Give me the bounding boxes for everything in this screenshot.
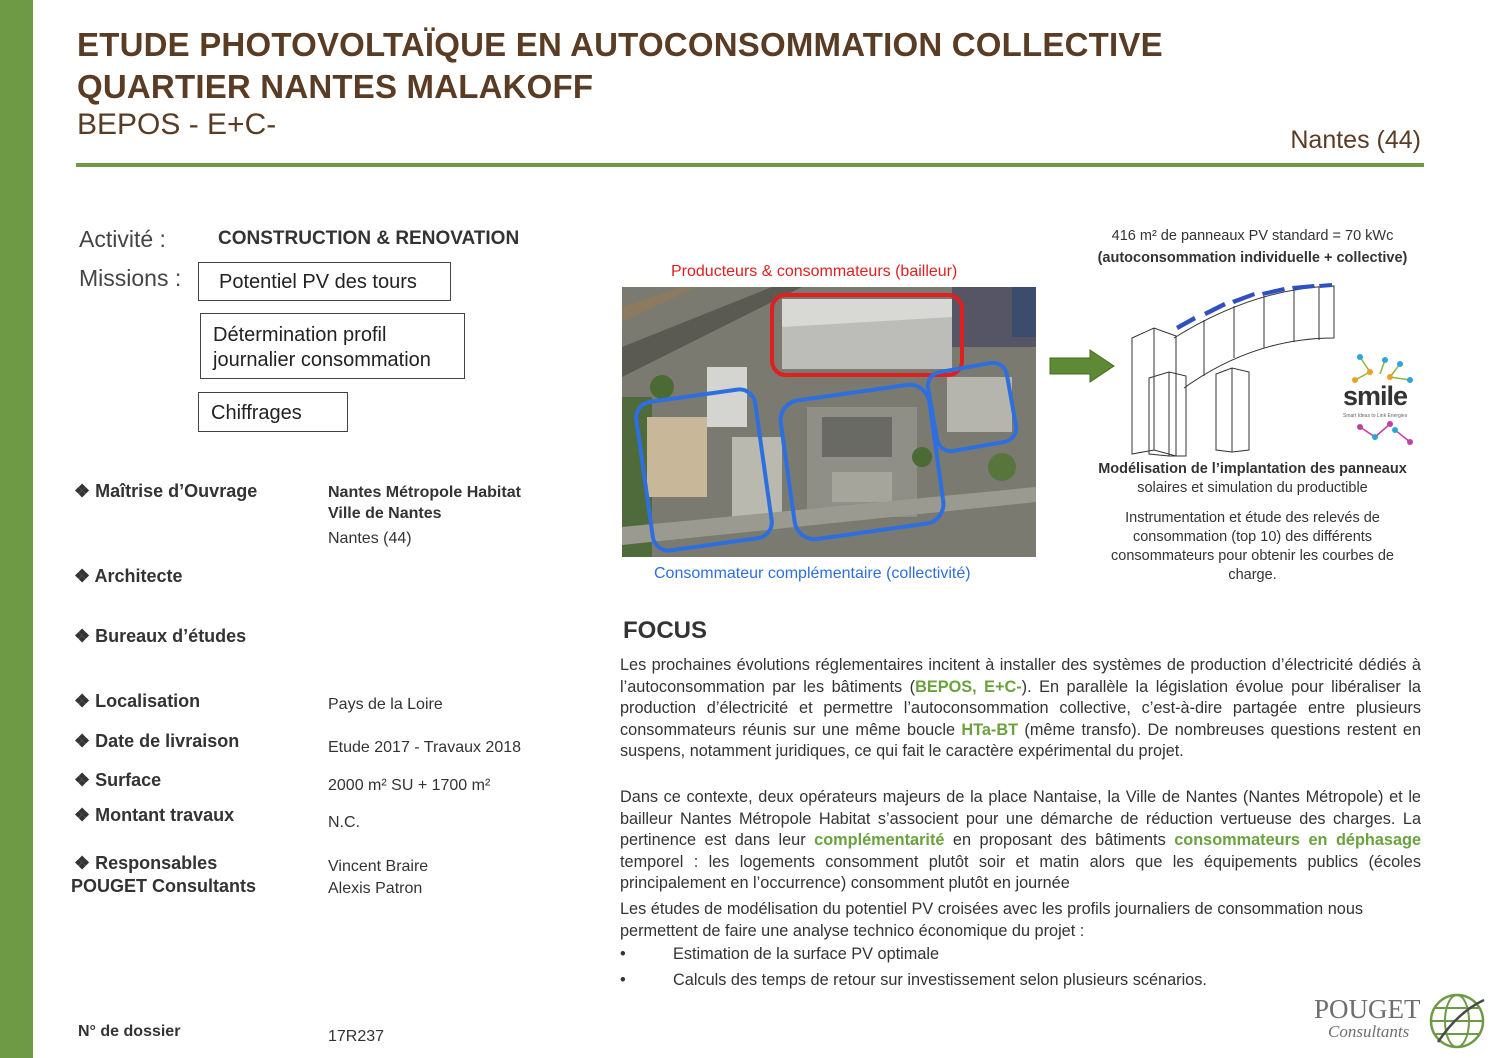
responsable-1: Vincent Braire	[328, 858, 429, 875]
date-value: Etude 2017 - Travaux 2018	[328, 739, 522, 756]
montant-value: N.C.	[328, 814, 360, 831]
bureaux-label: Bureaux d’études	[95, 626, 247, 646]
title-line-1: ETUDE PHOTOVOLTAÏQUE EN AUTOCONSOMMATION COLLECTIVE	[77, 26, 1163, 63]
dossier-label: N° de dossier	[78, 1023, 181, 1040]
bureaux-item	[74, 626, 246, 647]
diamond-bullet-icon: ❖	[74, 626, 91, 646]
activity-value: CONSTRUCTION & RENOVATION	[218, 228, 520, 249]
mission-pv-text: Potentiel PV des tours	[219, 271, 417, 293]
instr-line-3: consommateurs pour obtenir les courbes de	[1111, 548, 1394, 564]
model-line-1: Modélisation de l’implantation des panneaux	[1098, 461, 1407, 477]
aerial-photo-illustration	[622, 287, 1036, 557]
p1-text-c: (même transfo). De nombreuses questions restent en suspens, notamment juridiques, ce qui fait le caractère expérimental du projet.	[620, 720, 1421, 760]
bullet-2-text: Calculs des temps de retour sur investissement selon plusieurs scénarios.	[673, 971, 1207, 989]
p2-highlight-complementarite: complémentarité	[814, 831, 945, 849]
smile-wordmark: smile	[1343, 381, 1408, 411]
diamond-bullet-icon: ❖	[74, 691, 91, 711]
focus-paragraph-3: Les études de modélisation du potentiel PV croisées avec les profils journaliers de consommation nous permettent de faire une analyse technico économique du projet :	[620, 900, 1364, 940]
localisation-label: Localisation	[95, 691, 201, 711]
diamond-bullet-icon: ❖	[74, 566, 91, 586]
p1-text-a: Les prochaines évolutions réglementaires incitent à installer des systèmes de production d’électricité dédiés à l’autoconsommation par les bâtiments (	[620, 656, 1421, 696]
bullet-2-marker: •	[620, 971, 626, 989]
focus-title: FOCUS	[623, 617, 707, 644]
moa-value-3: Nantes (44)	[328, 530, 412, 547]
p2-text-b: en proposant des bâtiments	[944, 831, 1175, 849]
architecte-item	[74, 566, 183, 587]
diamond-bullet-icon: ❖	[74, 731, 91, 751]
focus-paragraph-1	[620, 655, 1421, 763]
date-item	[74, 731, 239, 752]
caption-producers: Producteurs & consommateurs (bailleur)	[671, 263, 958, 280]
missions-label: Missions :	[79, 265, 182, 291]
p1-highlight-bepos: BEPOS, E+C-	[915, 677, 1022, 696]
bullet-1-marker: •	[620, 945, 626, 963]
pv-model-illustration	[1124, 278, 1339, 458]
diamond-bullet-icon: ❖	[74, 853, 91, 873]
instr-line-4: charge.	[1228, 567, 1277, 583]
dossier-value: 17R237	[328, 1028, 385, 1045]
aerial-photo	[622, 287, 1036, 557]
pouget-wordmark: POUGET	[1314, 994, 1421, 1024]
instrumentation-text	[1060, 509, 1445, 585]
mission-chiffrages-text: Chiffrages	[211, 402, 302, 424]
smile-tagline: Smart Ideas to Link Energies	[1343, 413, 1408, 419]
pv-line-1: 416 m² de panneaux PV standard = 70 kWc	[1111, 228, 1394, 244]
activity-label: Activité :	[79, 226, 166, 252]
localisation-value: Pays de la Loire	[328, 696, 443, 713]
p2-text-c: temporel : les logements consomment plutôt soir et matin alors que les équipements publics (écoles principalement en l’occurrence) consomment plutôt en journée	[620, 852, 1421, 892]
moa-label: Maîtrise d’Ouvrage	[95, 481, 258, 501]
surface-item	[74, 770, 161, 791]
arrow-right-icon	[1048, 348, 1116, 384]
surface-value: 2000 m² SU + 1700 m²	[328, 777, 491, 794]
pouget-tagline: Consultants	[1328, 1022, 1410, 1041]
montant-label: Montant travaux	[95, 805, 235, 825]
model-line-2: solaires et simulation du productible	[1137, 480, 1368, 496]
mission-profil-line2: journalier consommation	[213, 349, 431, 371]
responsables-label-2: POUGET Consultants	[71, 876, 257, 896]
smile-logo	[1340, 352, 1424, 448]
header-divider	[76, 163, 1424, 167]
bullet-1-text: Estimation de la surface PV optimale	[673, 945, 940, 963]
focus-paragraph-2	[620, 787, 1421, 895]
title-line-2: QUARTIER NANTES MALAKOFF	[77, 68, 594, 105]
localisation-item	[74, 691, 200, 712]
pv-line-2: (autoconsommation individuelle + collective)	[1097, 250, 1408, 266]
moa-values	[328, 482, 521, 550]
mission-box-chiffrages	[198, 392, 348, 432]
diamond-bullet-icon: ❖	[74, 770, 91, 790]
montant-item	[74, 805, 234, 826]
responsables-label: Responsables	[95, 853, 218, 873]
responsable-2: Alexis Patron	[328, 880, 423, 897]
diamond-bullet-icon: ❖	[74, 805, 91, 825]
p1-text-b: ). En parallèle la législation évolue pour libéraliser la production d’électricité et permettre l’autoconsommation collective, c’est-à-dire partagée entre plusieurs consommateurs réunis sur une même boucle	[620, 677, 1421, 739]
moa-value-1: Nantes Métropole Habitat	[328, 484, 521, 501]
page-title	[77, 24, 1163, 108]
date-label: Date de livraison	[95, 731, 240, 751]
p2-highlight-dephasage: consommateurs en déphasage	[1174, 831, 1422, 849]
caption-consumers: Consommateur complémentaire (collectivité)	[654, 565, 971, 582]
mission-box-pv	[198, 262, 451, 301]
surface-label: Surface	[95, 770, 162, 790]
page-subtitle: BEPOS - E+C-	[77, 108, 277, 141]
architecte-label: Architecte	[94, 566, 183, 586]
sidebar-band	[0, 0, 33, 1058]
header-location: Nantes (44)	[1290, 126, 1421, 154]
moa-item	[74, 481, 257, 502]
p1-highlight-htabt: HTa-BT	[961, 720, 1019, 739]
pouget-logo	[1310, 992, 1490, 1052]
responsables-values	[328, 856, 428, 900]
p2-text-a: Dans ce contexte, deux opérateurs majeurs de la place Nantaise, la Ville de Nantes (Nantes Métropole) et le bailleur Nantes Métropole Habitat s’associent pour une démarche de réduction vertueuse des charges. La pertinence est dans leur	[620, 788, 1421, 849]
globe-icon	[1428, 992, 1486, 1050]
moa-value-2: Ville de Nantes	[328, 505, 442, 522]
instr-line-2: consommation (top 10) des différents	[1132, 529, 1373, 545]
instr-line-1: Instrumentation et étude des relevés de	[1125, 510, 1380, 526]
mission-profil-line1: Détermination profil	[213, 324, 387, 346]
diamond-bullet-icon: ❖	[74, 481, 91, 501]
responsables-item	[71, 852, 257, 898]
mission-box-profil	[200, 313, 465, 379]
